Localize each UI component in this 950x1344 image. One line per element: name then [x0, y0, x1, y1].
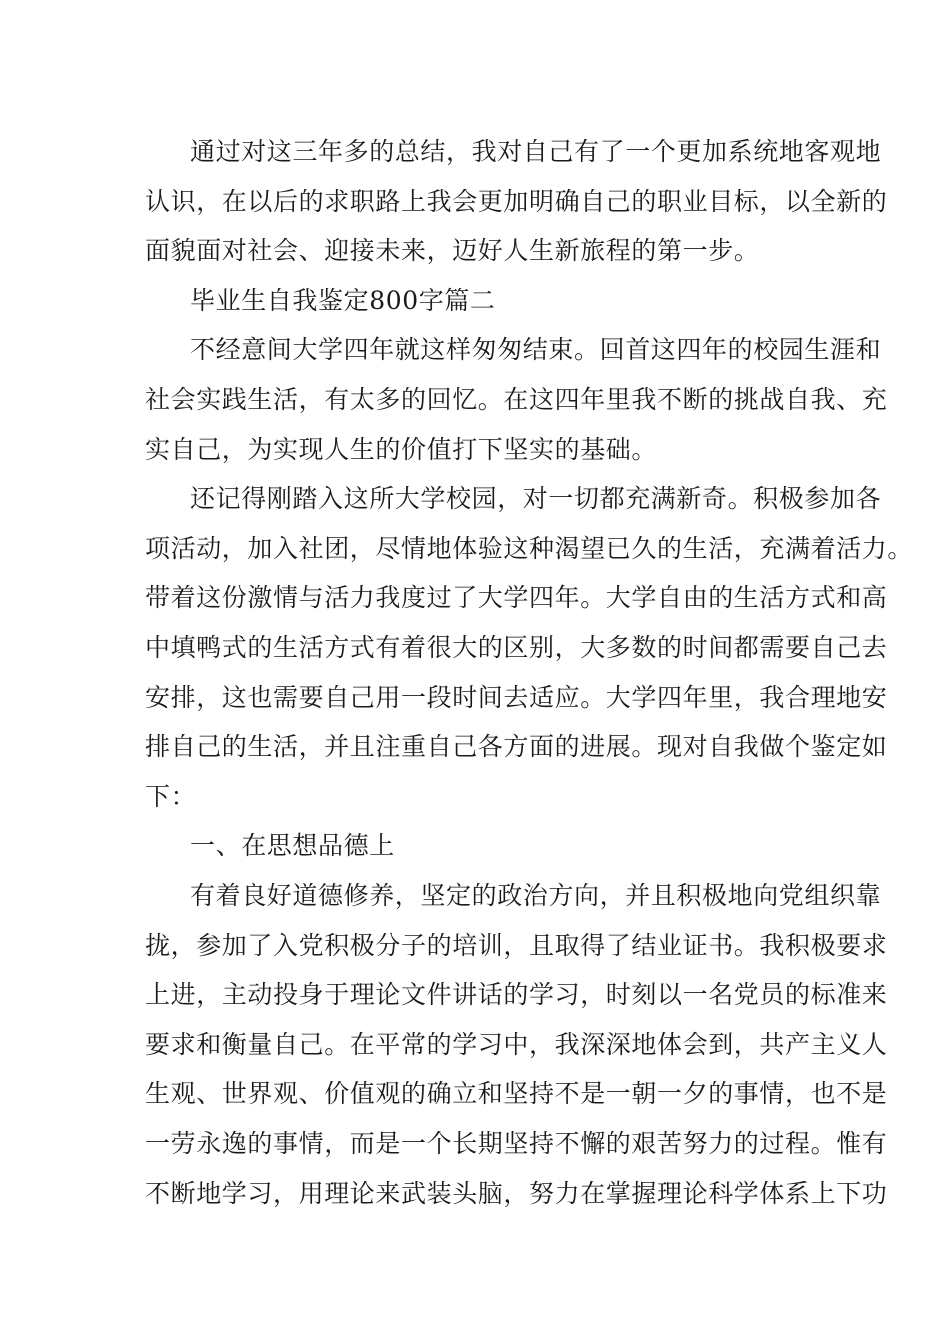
paragraph-3-line-3: 带着这份激情与活力我度过了大学四年。大学自由的生活方式和高 — [145, 583, 888, 612]
paragraph-3-line-1: 还记得刚踏入这所大学校园，对一切都充满新奇。积极参加各 — [190, 484, 882, 513]
paragraph-4-line-4: 要求和衡量自己。在平常的学习中，我深深地体会到，共产主义人 — [145, 1030, 888, 1059]
paragraph-3-line-5: 安排，这也需要自己用一段时间去适应。大学四年里，我合理地安 — [145, 683, 888, 712]
paragraph-2-line-1: 不经意间大学四年就这样匆匆结束。回首这四年的校园生涯和 — [190, 335, 882, 364]
paragraph-3-line-2: 项活动，加入社团，尽情地体验这种渴望已久的生活，充满着活力。 — [145, 534, 914, 563]
paragraph-4-line-5: 生观、世界观、价值观的确立和坚持不是一朝一夕的事情，也不是 — [145, 1079, 888, 1108]
paragraph-3-line-4: 中填鸭式的生活方式有着很大的区别，大多数的时间都需要自己去 — [145, 633, 888, 662]
paragraph-2-line-3: 实自己，为实现人生的价值打下坚实的基础。 — [145, 435, 658, 464]
paragraph-1-line-2: 认识，在以后的求职路上我会更加明确自己的职业目标，以全新的 — [145, 187, 888, 216]
paragraph-1-line-3: 面貌面对社会、迎接未来，迈好人生新旅程的第一步。 — [145, 236, 760, 265]
paragraph-1-line-1: 通过对这三年多的总结，我对自己有了一个更加系统地客观地 — [190, 137, 882, 166]
paragraph-4-line-3: 上进，主动投身于理论文件讲话的学习，时刻以一名党员的标准来 — [145, 980, 888, 1009]
section-heading: 毕业生自我鉴定800字篇二 — [190, 286, 496, 315]
paragraph-4-line-1: 有着良好道德修养，坚定的政治方向，并且积极地向党组织靠 — [190, 881, 882, 910]
paragraph-2-line-2: 社会实践生活，有太多的回忆。在这四年里我不断的挑战自我、充 — [145, 385, 888, 414]
paragraph-3-line-6: 排自己的生活，并且注重自己各方面的进展。现对自我做个鉴定如 — [145, 732, 888, 761]
paragraph-4-line-7: 不断地学习，用理论来武装头脑，努力在掌握理论科学体系上下功 — [145, 1179, 888, 1208]
paragraph-4-line-2: 拢，参加了入党积极分子的培训，且取得了结业证书。我积极要求 — [145, 931, 888, 960]
paragraph-3-line-7: 下： — [145, 782, 197, 811]
subsection-heading: 一、在思想品德上 — [190, 831, 395, 860]
paragraph-4-line-6: 一劳永逸的事情，而是一个长期坚持不懈的艰苦努力的过程。惟有 — [145, 1129, 888, 1158]
